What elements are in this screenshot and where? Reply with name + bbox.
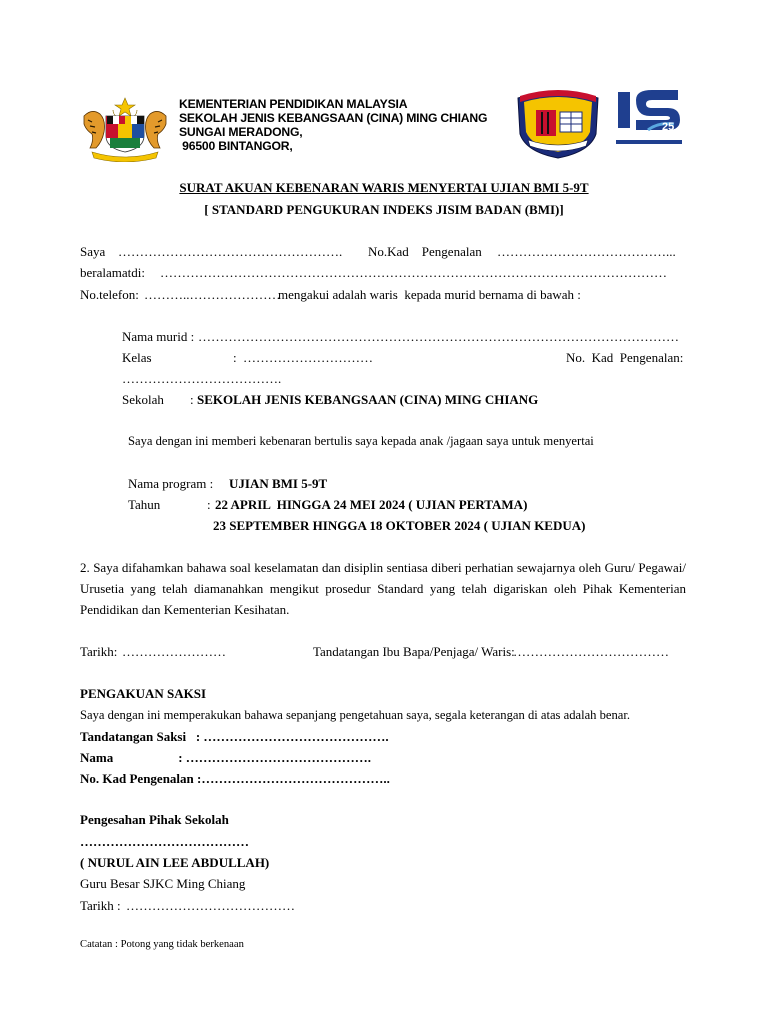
permission-text: Saya dengan ini memberi kebenaran bertulis saya kepada anak /jagaan saya untuk menyertai (128, 434, 594, 448)
header-location: SUNGAI MERADONG, (179, 125, 303, 139)
student-class-colon: : (233, 350, 237, 365)
declarant-address-field[interactable]: ……………………………………………………………………………………………………… (160, 265, 667, 280)
program-name-label: Nama program : (128, 476, 214, 491)
declarant-phone-suffix: mengakui adalah waris kepada murid bernama di bawah : (278, 287, 581, 302)
parent-signature-label: Tandatangan Ibu Bapa/Penjaga/ Waris: (313, 644, 515, 659)
declarant-address-label: beralamatdi: (80, 265, 145, 280)
declarant-name-field[interactable]: ……………………………………………. (118, 244, 343, 259)
svg-text:25: 25 (662, 121, 675, 133)
safety-paragraph: 2. Saya difahamkan bahawa soal keselamatan dan disiplin sentiasa diberi perhatian sewajarnya oleh Guru/ Pegawai/ Urusetia yang telah diamanahkan mengikut prosedur Standard yang telah digariskan oleh Pihak Kementerian Pendidikan dan Kementerian Kesihatan. (80, 560, 686, 617)
parent-date-field[interactable]: …………………… (122, 644, 226, 659)
declarant-phone-label: No.telefon: (80, 287, 139, 302)
parent-date-label: Tarikh: (80, 644, 118, 659)
student-school-value: SEKOLAH JENIS KEBANGSAAN (CINA) MING CHIANG (197, 392, 539, 407)
form-title: SURAT AKUAN KEBENARAN WARIS MENYERTAI UJIAN BMI 5-9T (179, 180, 589, 195)
student-school-colon: : (190, 392, 194, 407)
program-name-value: UJIAN BMI 5-9T (229, 476, 328, 491)
school-verification-heading: Pengesahan Pihak Sekolah (80, 812, 229, 827)
witness-signature-row[interactable]: Tandatangan Saksi : ……………………………………. (80, 729, 389, 744)
declarant-phone-field[interactable]: ………..………………… (144, 287, 281, 302)
parent-signature-field[interactable]: ……………………………… (513, 644, 669, 659)
header-postcode: 96500 BINTANGOR, (179, 139, 293, 153)
form-subtitle: [ STANDARD PENGUKURAN INDEKS JISIM BADAN (BMI)] (204, 202, 564, 217)
headmaster-position: Guru Besar SJKC Ming Chiang (80, 876, 246, 891)
header-school-name: SEKOLAH JENIS KEBANGSAAN (CINA) MING CHIANG (179, 111, 488, 125)
verification-date-label: Tarikh : (80, 898, 121, 913)
headmaster-name: ( NURUL AIN LEE ABDULLAH) (80, 855, 270, 870)
header-ministry: KEMENTERIAN PENDIDIKAN MALAYSIA (179, 97, 408, 111)
headmaster-signature-field[interactable]: ………………………………… (80, 834, 249, 849)
program-date-second: 23 SEPTEMBER HINGGA 18 OKTOBER 2024 ( UJIAN KEDUA) (213, 518, 586, 533)
witness-heading: PENGAKUAN SAKSI (80, 686, 207, 701)
ministry-25-logo (612, 86, 686, 150)
program-year-colon: : (207, 497, 211, 512)
verification-date-field[interactable]: ………………………………… (126, 898, 295, 913)
witness-name-row[interactable]: Nama : ……………………………………. (80, 750, 372, 765)
program-date-first: 22 APRIL HINGGA 24 MEI 2024 ( UJIAN PERTAMA) (215, 497, 528, 512)
student-ic-label: No. Kad Pengenalan: (566, 350, 684, 365)
student-class-label: Kelas (122, 350, 152, 365)
malaysia-coat-of-arms-logo (78, 96, 172, 162)
student-school-label: Sekolah (122, 392, 164, 407)
declarant-name-label: Saya (80, 244, 106, 259)
student-name-label: Nama murid : (122, 329, 195, 344)
school-crest-logo (514, 88, 602, 160)
declarant-ic-label: No.Kad Pengenalan (368, 244, 482, 259)
declarant-ic-field[interactable]: …………………………………... (497, 244, 676, 259)
student-ic-field[interactable]: ………………………………. (122, 371, 282, 386)
witness-ic-row[interactable]: No. Kad Pengenalan :…………………………………….. (80, 771, 390, 786)
student-class-field[interactable]: ………………………… (243, 350, 373, 365)
witness-statement: Saya dengan ini memperakukan bahawa sepanjang pengetahuan saya, segala keterangan di atas adalah benar. (80, 708, 631, 722)
student-name-field[interactable]: ………………………………………………………………………………………………… (198, 329, 679, 344)
program-year-label: Tahun (128, 497, 161, 512)
footnote: Catatan : Potong yang tidak berkenaan (80, 939, 244, 950)
